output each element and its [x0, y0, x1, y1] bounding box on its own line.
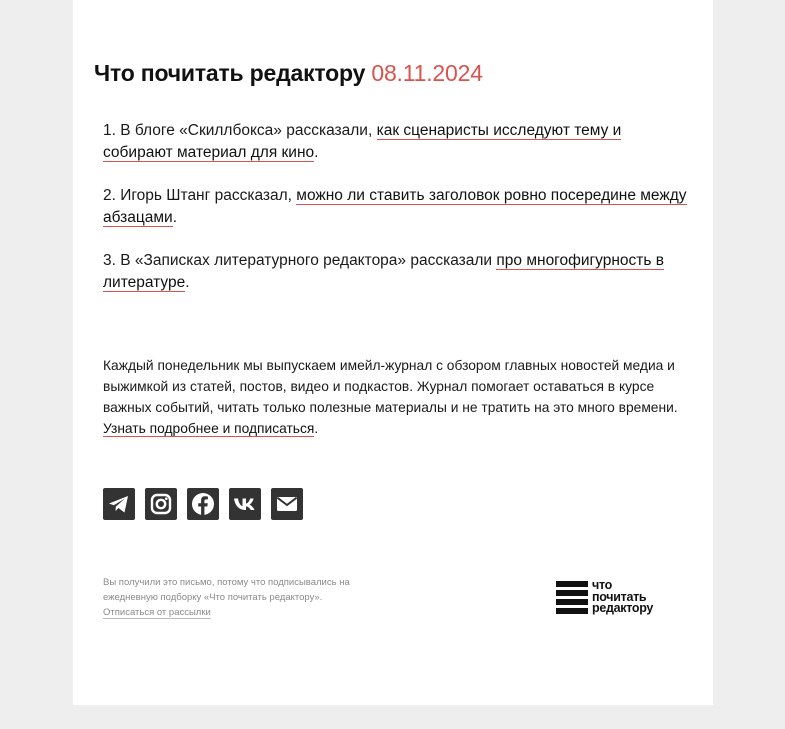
social-links	[103, 488, 303, 520]
article-link[interactable]: можно ли ставить заголовок ровно посередине между абзацами	[103, 187, 687, 226]
logo-bars-icon	[556, 580, 588, 614]
logo-line: что	[592, 578, 612, 592]
article-link[interactable]: как сценаристы исследуют тему и собирают материал для кино	[103, 122, 622, 161]
logo-text	[592, 580, 653, 615]
logo-line: почитать	[592, 589, 647, 604]
facebook-icon[interactable]	[187, 488, 219, 520]
email-icon[interactable]	[271, 488, 303, 520]
item-text: 3. В «Записках литературного редактора» рассказали	[103, 252, 497, 269]
list-item	[103, 120, 688, 164]
page-title	[94, 58, 483, 88]
logo-line: редактору	[592, 601, 654, 615]
description-text: Каждый понедельник мы выпускаем имейл-журнал с обзором главных новостей медиа и выжимкой из статей, постов, видео и подкастов. Журнал помогает оставаться в курсе важных событий, читать только полезные материалы и не тратить на это много времени.	[103, 358, 678, 415]
item-text: 1. В блоге «Скиллбокса» рассказали,	[103, 122, 377, 139]
vk-icon[interactable]	[229, 488, 261, 520]
item-suffix: .	[172, 209, 178, 226]
description-suffix: .	[314, 421, 319, 436]
issue-date: 08.11.2024	[371, 60, 483, 86]
title-text: Что почитать редактору	[94, 60, 366, 86]
logo	[556, 580, 653, 615]
article-list	[103, 120, 688, 315]
footer-text: Вы получили это письмо, потому что подписывались на ежедневную подборку «Что почитать редактору».	[103, 577, 350, 603]
subscribe-link[interactable]: Узнать подробнее и подписаться	[103, 421, 315, 436]
newsletter-card	[73, 0, 713, 705]
newsletter-description	[103, 355, 688, 439]
list-item	[103, 250, 688, 294]
footer-note	[103, 575, 403, 620]
instagram-icon[interactable]	[145, 488, 177, 520]
unsubscribe-link[interactable]: Отписаться от рассылки	[103, 607, 211, 618]
telegram-icon[interactable]	[103, 488, 135, 520]
item-suffix: .	[314, 144, 319, 161]
item-text: 2. Игорь Штанг рассказал,	[103, 187, 297, 204]
list-item	[103, 185, 688, 229]
article-link[interactable]: про многофигурность в литературе	[103, 252, 665, 291]
item-suffix: .	[185, 274, 190, 291]
